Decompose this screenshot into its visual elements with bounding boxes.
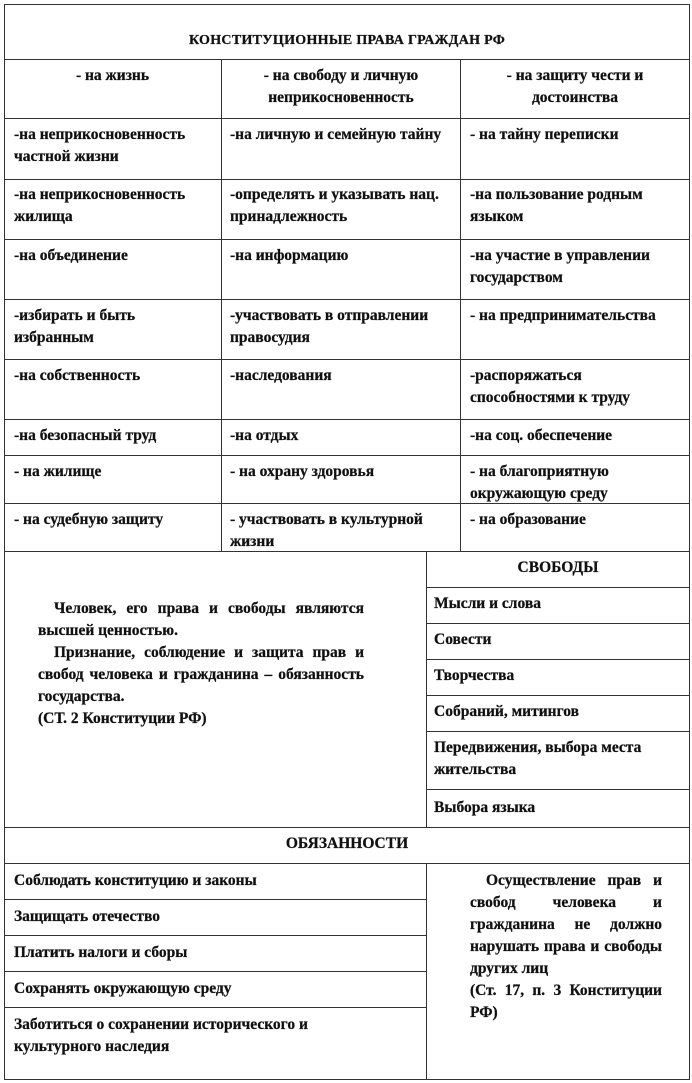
grid-line bbox=[426, 587, 690, 588]
grid-line bbox=[426, 695, 690, 696]
table-cell: -избирать и быть избранным bbox=[14, 307, 136, 346]
grid-line bbox=[4, 179, 690, 180]
list-item: Совести bbox=[434, 631, 492, 648]
grid-line bbox=[460, 59, 461, 551]
table-cell: - на судебную защиту bbox=[14, 511, 164, 528]
table-cell: - на жилище bbox=[14, 463, 102, 480]
list-item: Заботиться о сохранении исторического и культурного наследия bbox=[14, 1016, 308, 1055]
grid-line bbox=[4, 827, 690, 828]
grid-line bbox=[4, 118, 690, 119]
quote-paragraph: Человек, его права и свободы являются высшей ценностью. bbox=[38, 600, 364, 639]
grid-line bbox=[4, 359, 690, 360]
table-cell: -участвовать в отправлении правосудия bbox=[230, 307, 429, 346]
table-cell: - на охрану здоровья bbox=[230, 463, 375, 480]
table-cell: - участвовать в культурной жизни bbox=[230, 511, 423, 550]
grid-line bbox=[4, 971, 426, 972]
grid-line bbox=[4, 419, 690, 420]
table-cell: -на неприкосновенность жилища bbox=[14, 186, 186, 225]
grid-line bbox=[426, 789, 690, 790]
table-cell: -на собственность bbox=[14, 367, 141, 384]
column-header-freedom: - на свободу и личную неприкосновенность bbox=[263, 67, 419, 106]
list-item: Сохранять окружающую среду bbox=[14, 980, 232, 997]
grid-line bbox=[4, 935, 426, 936]
grid-line bbox=[426, 731, 690, 732]
table-title: КОНСТИТУЦИОННЫЕ ПРАВА ГРАЖДАН РФ bbox=[188, 33, 506, 48]
grid-line bbox=[4, 299, 690, 300]
table-cell: -на безопасный труд bbox=[14, 427, 157, 444]
table-cell: -определять и указывать нац. принадлежность bbox=[230, 186, 439, 225]
grid-line bbox=[4, 59, 690, 60]
list-item: Мысли и слова bbox=[434, 595, 541, 612]
list-item: Собраний, митингов bbox=[434, 703, 579, 720]
table-cell: -на личную и семейную тайну bbox=[230, 126, 442, 143]
grid-line bbox=[4, 1007, 426, 1008]
table-cell: -на участие в управлении государством bbox=[470, 247, 650, 286]
column-header-honor: - на защиту чести и достоинства bbox=[506, 67, 644, 106]
list-item: Творчества bbox=[434, 667, 515, 684]
quote-paragraph: Осуществление прав и свобод человека и гражданина не должно нарушать права и свободы других лиц bbox=[470, 872, 662, 977]
table-cell: -распоряжаться способностями к труду bbox=[470, 367, 631, 406]
table-cell: - на образование bbox=[470, 511, 586, 528]
list-item: Защищать отечество bbox=[14, 908, 161, 925]
table-cell: - на предпринимательства bbox=[470, 307, 656, 324]
table-cell: -на информацию bbox=[230, 247, 349, 264]
quote-paragraph: Признание, соблюдение и защита прав и свобод человека и гражданина – обязанность государства. bbox=[38, 644, 364, 705]
grid-line bbox=[4, 863, 690, 864]
table-cell: -на отдых bbox=[230, 427, 299, 444]
grid-line bbox=[426, 551, 427, 827]
quote-human-rights bbox=[38, 598, 364, 730]
list-item: Передвижения, выбора места жительства bbox=[434, 739, 642, 778]
grid-line bbox=[426, 659, 690, 660]
list-item: Платить налоги и сборы bbox=[14, 944, 188, 961]
grid-line bbox=[221, 59, 222, 551]
grid-line bbox=[4, 239, 690, 240]
quote-reference: (СТ. 2 Конституции РФ) bbox=[38, 710, 207, 727]
table-cell: - на тайну переписки bbox=[470, 126, 619, 143]
table-cell: -наследования bbox=[230, 367, 332, 384]
column-header-life: - на жизнь bbox=[75, 67, 150, 84]
grid-line bbox=[426, 863, 427, 1080]
table-cell: -на объединение bbox=[14, 247, 128, 264]
duties-title: ОБЯЗАННОСТИ bbox=[285, 835, 409, 852]
list-item: Соблюдать конституцию и законы bbox=[14, 872, 257, 889]
grid-line bbox=[426, 623, 690, 624]
table-cell: -на соц. обеспечение bbox=[470, 427, 613, 444]
grid-line bbox=[4, 455, 690, 456]
freedoms-title: СВОБОДЫ bbox=[517, 559, 599, 576]
quote-reference: (Ст. 17, п. 3 Конституции РФ) bbox=[470, 982, 662, 1021]
table-cell: -на неприкосновенность частной жизни bbox=[14, 126, 186, 165]
quote-others-rights bbox=[470, 870, 662, 1024]
grid-line bbox=[4, 899, 426, 900]
table-cell: - на благоприятную окружающую среду bbox=[470, 463, 609, 502]
list-item: Выбора языка bbox=[434, 799, 536, 816]
table-cell: -на пользование родным языком bbox=[470, 186, 643, 225]
